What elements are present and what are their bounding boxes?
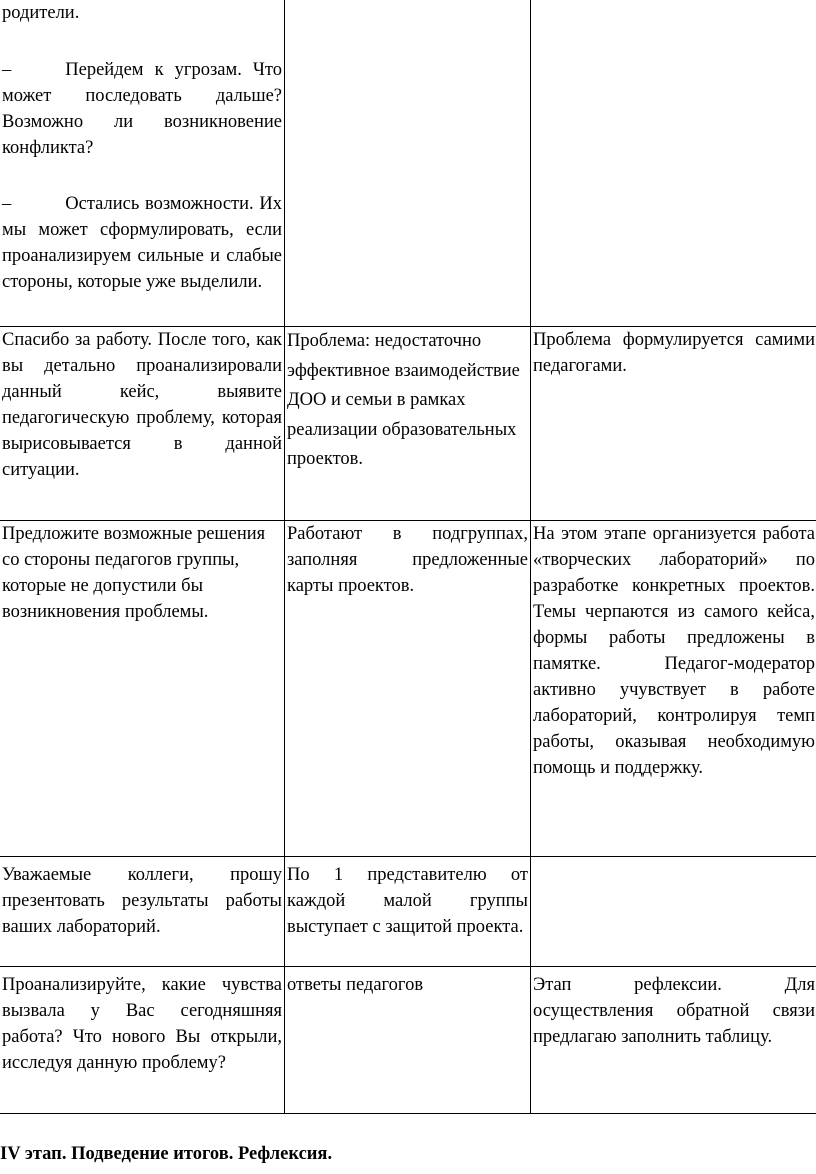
table-cell: Уважаемые коллеги, прошу презентовать результаты работы ваших лабораторий. xyxy=(0,857,285,967)
dash-marker: – xyxy=(2,194,12,214)
table-cell: Проблема: недостаточно эффективное взаимодействие ДОО и семьи в рамках реализации образовательных проектов. xyxy=(285,327,531,521)
table-cell: По 1 представителю от каждой малой группы выступает с защитой проекта. xyxy=(285,857,531,967)
cell-paragraph xyxy=(2,191,282,295)
table-cell: Предложите возможные решения со стороны педагогов группы, которые не допустили бы возникновения проблемы. xyxy=(0,521,285,857)
table-row xyxy=(0,857,816,967)
paragraph-text: Перейдем к угрозам. Что может последовать дальше? Возможно ли возникновение конфликта? xyxy=(2,60,282,158)
table-row xyxy=(0,521,816,857)
table-cell xyxy=(531,857,816,967)
table-cell: ответы педагогов xyxy=(285,967,531,1114)
paragraph-text: Остались возможности. Их мы может сформулировать, если проанализируем сильные и слабые стороны, которые уже выделили. xyxy=(2,194,282,292)
table-row xyxy=(0,327,816,521)
table-cell: На этом этапе организуется работа «творческих лабораторий» по разработке конкретных проектов. Темы черпаются из самого кейса, формы работы предложены в памятке. Педагог-модератор активно учувствует в работе лабораторий, контролируя темп работы, оказывая необходимую помощь и поддержку. xyxy=(531,521,816,857)
table-cell: Проанализируйте, какие чувства вызвала у Вас сегодняшняя работа? Что нового Вы открыли, исследуя данную проблему? xyxy=(0,967,285,1114)
table-cell: Проблема формулируется самими педагогами. xyxy=(531,327,816,521)
cell-paragraph: родители. xyxy=(2,3,80,23)
table-row xyxy=(0,0,816,327)
table-cell: Этап рефлексии. Для осуществления обратной связи предлагаю заполнить таблицу. xyxy=(531,967,816,1114)
table-row xyxy=(0,967,816,1114)
section-heading: IV этап. Подведение итогов. Рефлексия. xyxy=(0,1144,333,1164)
table-cell xyxy=(0,0,285,327)
table-cell xyxy=(531,0,816,327)
table-cell: Спасибо за работу. После того, как вы детально проанализировали данный кейс, выявите педагогическую проблему, которая вырисовывается в данной ситуации. xyxy=(0,327,285,521)
table-cell: Работают в подгруппах, заполняя предложенные карты проектов. xyxy=(285,521,531,857)
dash-marker: – xyxy=(2,60,12,80)
cell-paragraph xyxy=(2,57,282,161)
table-cell xyxy=(285,0,531,327)
